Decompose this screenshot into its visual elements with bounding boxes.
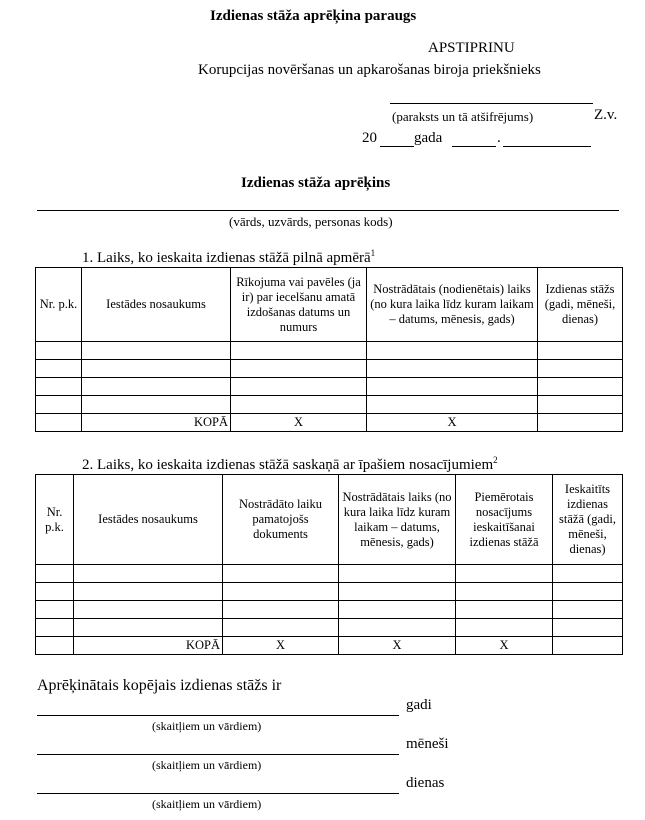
section2-total-period: X — [339, 637, 456, 655]
section2-footnote-mark: 2 — [493, 455, 498, 465]
table-row — [36, 619, 623, 637]
section1-col-order: Rīkojuma vai pavēles (ja ir) par iecelšanu amatā izdošanas datums un numurs — [231, 268, 367, 342]
section2-col-document: Nostrādāto laiku pamatojošs dokuments — [223, 475, 339, 565]
signature-line — [390, 103, 593, 104]
months-line[interactable] — [37, 754, 399, 755]
section2-col-nr: Nr. p.k. — [36, 475, 74, 565]
section1-total-period: X — [367, 414, 538, 432]
table-row — [36, 583, 623, 601]
section2-total-document: X — [223, 637, 339, 655]
years-unit: gadi — [406, 697, 432, 713]
section2-table — [35, 474, 623, 655]
section1-total-row — [36, 414, 623, 432]
date-year-blank — [380, 146, 414, 147]
table-row — [36, 360, 623, 378]
section2-col-institution: Iestādes nosaukums — [74, 475, 223, 565]
section1-total-service[interactable] — [538, 414, 623, 432]
section2-col-condition: Piemērotais nosacījums ieskaitīšanai izdienas stāžā — [456, 475, 553, 565]
date-month-blank — [503, 146, 591, 147]
section2-col-period: Nostrādātais laiks (no kura laika līdz kuram laikam – datums, mēnesis, gads) — [339, 475, 456, 565]
section2-col-service: Ieskaitīts izdienas stāžā (gadi, mēneši, dienas) — [553, 475, 623, 565]
date-year-prefix: 20 — [362, 130, 377, 146]
section1-col-nr: Nr. p.k. — [36, 268, 82, 342]
approval-word: APSTIPRINU — [428, 40, 515, 56]
section1-col-institution: Iestādes nosaukums — [82, 268, 231, 342]
section2-total-condition: X — [456, 637, 553, 655]
document-title: Izdienas stāža aprēķina paraugs — [210, 8, 417, 24]
section2-total-row — [36, 637, 623, 655]
date-word: gada — [414, 130, 443, 146]
years-caption: (skaitļiem un vārdiem) — [152, 719, 262, 733]
summary-heading: Aprēķinātais kopējais izdienas stāžs ir — [37, 677, 282, 694]
days-line[interactable] — [37, 793, 399, 794]
signature-caption: (paraksts un tā atšifrējums) — [392, 109, 534, 124]
section1-col-period: Nostrādātais (nodienētais) laiks (no kura laika līdz kuram laikam – datums, mēnesis, gads) — [367, 268, 538, 342]
seal-mark: Z.v. — [594, 107, 618, 123]
section1-total-label: KOPĀ — [82, 414, 231, 432]
days-caption: (skaitļiem un vārdiem) — [152, 797, 262, 811]
date-day-blank — [452, 146, 496, 147]
years-line[interactable] — [37, 715, 399, 716]
person-caption: (vārds, uzvārds, personas kods) — [229, 214, 393, 229]
person-line — [37, 210, 619, 211]
table-row — [36, 565, 623, 583]
section2-total-label: KOPĀ — [74, 637, 223, 655]
table-row — [36, 378, 623, 396]
section1-heading: 1. Laiks, ko ieskaita izdienas stāžā pilnā apmērā$^1$ — [82, 248, 376, 266]
table-row — [36, 396, 623, 414]
section1-col-service: Izdienas stāžs (gadi, mēneši, dienas) — [538, 268, 623, 342]
days-unit: dienas — [406, 775, 445, 791]
table-row — [36, 342, 623, 360]
months-unit: mēneši — [406, 736, 449, 752]
section2-header-row — [36, 475, 623, 565]
section2-heading: 2. Laiks, ko ieskaita izdienas stāžā saskaņā ar īpašiem nosacījumiem$^2$ — [82, 455, 498, 473]
section1-total-order: X — [231, 414, 367, 432]
section2-total-service[interactable] — [553, 637, 623, 655]
main-title: Izdienas stāža aprēķins — [241, 175, 391, 191]
section1-header-row — [36, 268, 623, 342]
table-row — [36, 601, 623, 619]
months-caption: (skaitļiem un vārdiem) — [152, 758, 262, 772]
section1-footnote-mark: 1 — [370, 248, 376, 258]
approver-position: Korupcijas novēršanas un apkarošanas biroja priekšnieks — [198, 62, 541, 78]
section1-table — [35, 267, 623, 432]
